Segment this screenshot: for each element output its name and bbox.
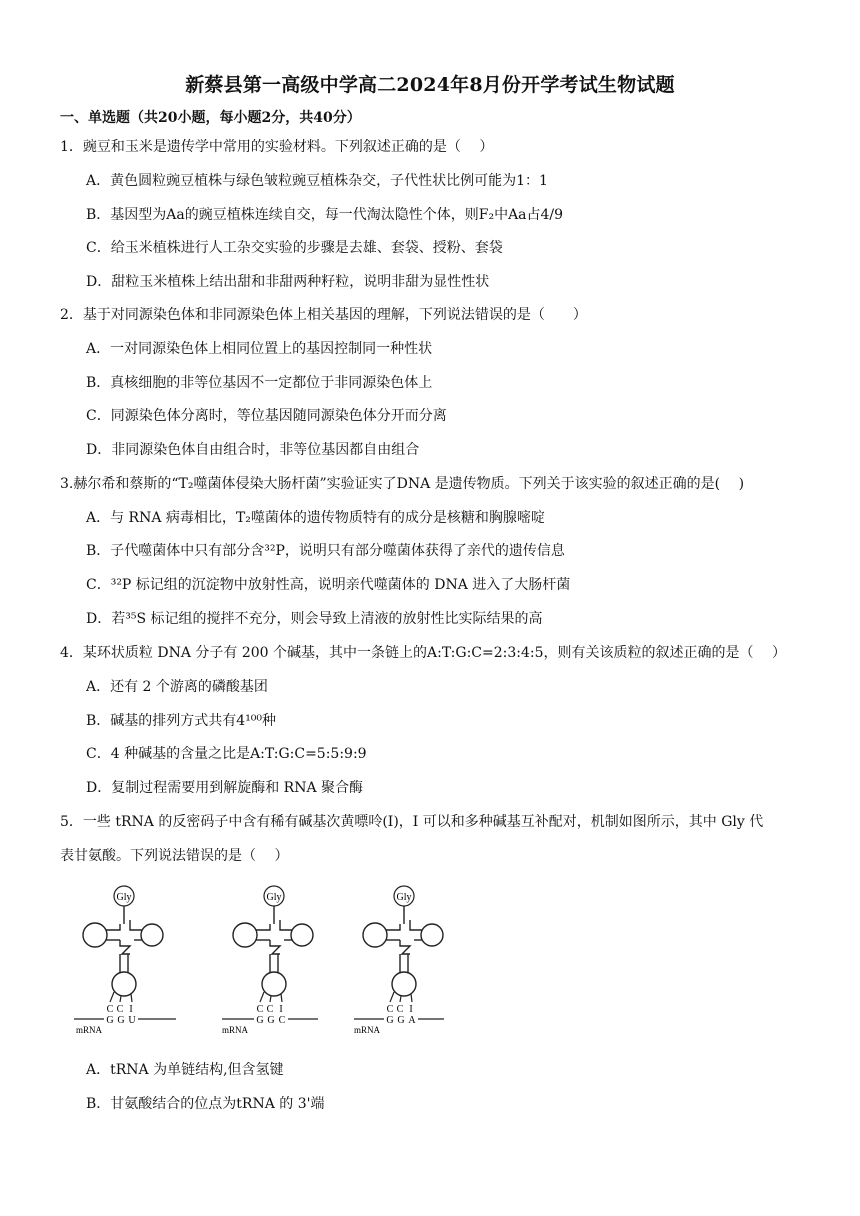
question-1-option-d[interactable]: D．甜粒玉米植株上结出甜和非甜两种籽粒，说明非甜为显性性状 <box>86 274 490 290</box>
question-5-stem-line1: 5．一些 tRNA 的反密码子中含有稀有碱基次黄嘌呤(I)，I 可以和多种碱基互补配对，机制如图所示，其中 Gly 代 <box>60 814 764 830</box>
question-4-option-d[interactable]: D．复制过程需要用到解旋酶和 RNA 聚合酶 <box>86 780 364 796</box>
question-2-stem: 2．基于对同源染色体和非同源染色体上相关基因的理解，下列说法错误的是（ ） <box>60 307 587 323</box>
codon-3-base-1: G <box>386 1015 394 1026</box>
question-1-option-a[interactable]: A．黄色圆粒豌豆植株与绿色皱粒豌豆植株杂交，子代性状比例可能为1：1 <box>86 173 548 189</box>
question-5-option-b[interactable]: B．甘氨酸结合的位点为tRNA 的 3'端 <box>86 1096 325 1112</box>
anticodon-1-base-3: I <box>129 1004 133 1015</box>
question-3-option-c[interactable]: C．³²P 标记组的沉淀物中放射性高，说明亲代噬菌体的 DNA 进入了大肠杆菌 <box>86 577 571 593</box>
anticodon-1-base-1: C <box>106 1004 114 1015</box>
codon-1-base-3: U <box>128 1015 136 1026</box>
codon-2-base-2: G <box>267 1015 275 1026</box>
section-heading: 一、单选题（共20小题，每小题2分，共40分） <box>60 110 361 126</box>
codon-1-base-2: G <box>117 1015 125 1026</box>
question-3-option-d[interactable]: D．若³⁵S 标记组的搅拌不充分，则会导致上清液的放射性比实际结果的高 <box>86 611 543 627</box>
anticodon-3-base-3: I <box>409 1004 413 1015</box>
codon-2-base-3: C <box>278 1015 286 1026</box>
mrna-label-3: mRNA <box>354 1025 381 1035</box>
question-3-option-a[interactable]: A．与 RNA 病毒相比，T₂噬菌体的遗传物质特有的成分是核糖和胸腺嘧啶 <box>86 510 545 526</box>
anticodon-3-base-2: C <box>396 1004 404 1015</box>
question-5-stem-line2: 表甘氨酸。下列说法错误的是（ ） <box>60 848 289 864</box>
mrna-label-2: mRNA <box>222 1025 249 1035</box>
gly-label-3: Gly <box>396 892 412 903</box>
codon-2-base-1: G <box>256 1015 264 1026</box>
codon-1-base-1: G <box>106 1015 114 1026</box>
question-1-option-b[interactable]: B．基因型为Aa的豌豆植株连续自交，每一代淘汰隐性个体，则F₂中Aa占4/9 <box>86 207 564 223</box>
trna-figure <box>64 880 464 1040</box>
gly-label-1: Gly <box>116 892 132 903</box>
question-2-option-c[interactable]: C．同源染色体分离时，等位基因随同源染色体分开而分离 <box>86 408 447 424</box>
mrna-label-1: mRNA <box>76 1025 103 1035</box>
question-1-stem: 1．豌豆和玉米是遗传学中常用的实验材料。下列叙述正确的是（ ） <box>60 139 494 155</box>
gly-label-2: Gly <box>266 892 282 903</box>
anticodon-3-base-1: C <box>386 1004 394 1015</box>
question-4-option-c[interactable]: C．4 种碱基的含量之比是A:T:G:C=5:5:9:9 <box>86 746 367 762</box>
anticodon-1-base-2: C <box>116 1004 124 1015</box>
trna-3 <box>354 886 444 1035</box>
question-1-option-c[interactable]: C．给玉米植株进行人工杂交实验的步骤是去雄、套袋、授粉、套袋 <box>86 240 503 256</box>
trna-1 <box>74 886 176 1035</box>
anticodon-2-base-1: C <box>256 1004 264 1015</box>
question-3-option-b[interactable]: B．子代噬菌体中只有部分含³²P，说明只有部分噬菌体获得了亲代的遗传信息 <box>86 543 565 559</box>
question-5-option-a[interactable]: A．tRNA 为单链结构,但含氢键 <box>86 1062 284 1078</box>
codon-3-base-2: G <box>397 1015 405 1026</box>
codon-3-base-3: A <box>408 1015 416 1026</box>
anticodon-2-base-2: C <box>266 1004 274 1015</box>
question-2-option-d[interactable]: D．非同源染色体自由组合时，非等位基因都自由组合 <box>86 442 420 458</box>
anticodon-2-base-3: I <box>279 1004 283 1015</box>
question-4-option-b[interactable]: B．碱基的排列方式共有4¹⁰⁰种 <box>86 713 277 729</box>
question-2-option-a[interactable]: A．一对同源染色体上相同位置上的基因控制同一种性状 <box>86 341 433 357</box>
question-4-option-a[interactable]: A．还有 2 个游离的磷酸基团 <box>86 679 268 695</box>
trna-2 <box>222 886 318 1035</box>
question-3-stem: 3.赫尔希和蔡斯的“T₂噬菌体侵染大肠杆菌”实验证实了DNA 是遗传物质。下列关于该实验的叙述正确的是( ) <box>60 476 745 492</box>
question-2-option-b[interactable]: B．真核细胞的非等位基因不一定都位于非同源染色体上 <box>86 375 433 391</box>
page-title: 新蔡县第一高级中学高二2024年8月份开学考试生物试题 <box>185 74 675 96</box>
question-4-stem: 4．某环状质粒 DNA 分子有 200 个碱基，其中一条链上的A:T:G:C=2:3:4:5，则有关该质粒的叙述正确的是（ ） <box>60 645 786 661</box>
